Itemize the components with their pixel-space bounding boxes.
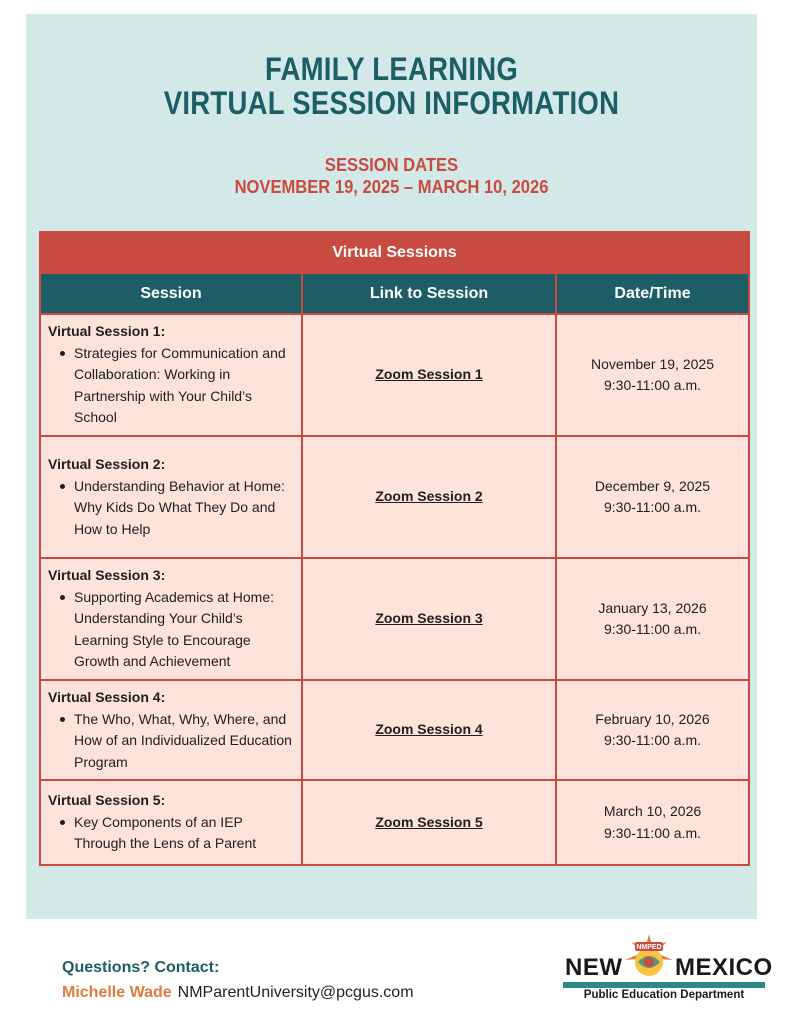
session-time: 9:30-11:00 a.m. bbox=[603, 499, 702, 515]
table-caption: Virtual Sessions bbox=[40, 232, 749, 273]
logo-word-new: NEW bbox=[565, 954, 623, 981]
logo-word-mexico: MEXICO bbox=[675, 954, 773, 981]
zoom-session-link[interactable]: Zoom Session 3 bbox=[375, 610, 483, 627]
datetime-cell bbox=[556, 314, 749, 436]
session-cell bbox=[40, 558, 302, 680]
session-cell bbox=[40, 314, 302, 436]
nmped-logo bbox=[563, 932, 773, 1008]
logo-divider bbox=[563, 982, 765, 988]
column-header-datetime: Date/Time bbox=[556, 273, 749, 314]
link-cell bbox=[302, 780, 556, 865]
session-description: Understanding Behavior at Home: Why Kids Do What They Do and How to Help bbox=[74, 477, 285, 537]
session-description-item bbox=[48, 587, 295, 673]
session-date: March 10, 2026 bbox=[603, 803, 702, 819]
table-row bbox=[40, 314, 749, 436]
session-dates-range: NOVEMBER 19, 2025 – MARCH 10, 2026 bbox=[234, 177, 549, 197]
bullet-icon bbox=[60, 820, 65, 825]
zoom-session-link[interactable]: Zoom Session 2 bbox=[375, 488, 483, 505]
session-cell bbox=[40, 780, 302, 865]
session-description: Strategies for Communication and Collaboration: Working in Partnership with Your Child’s School bbox=[74, 344, 286, 426]
session-title: Virtual Session 5: bbox=[48, 792, 166, 809]
session-cell bbox=[40, 436, 302, 558]
zoom-session-link[interactable]: Zoom Session 5 bbox=[375, 813, 483, 830]
datetime-cell bbox=[556, 680, 749, 780]
bullet-icon bbox=[60, 484, 65, 489]
contact-line bbox=[62, 984, 414, 1002]
session-description: Key Components of an IEP Through the Lens of a Parent bbox=[74, 813, 257, 852]
bullet-icon bbox=[60, 595, 65, 600]
session-description-item bbox=[48, 476, 295, 541]
session-cell bbox=[40, 680, 302, 780]
session-date: November 19, 2025 bbox=[591, 355, 714, 372]
datetime-cell bbox=[556, 436, 749, 558]
session-time: 9:30-11:00 a.m. bbox=[603, 732, 702, 748]
session-dates bbox=[55, 154, 728, 198]
link-cell bbox=[302, 558, 556, 680]
column-header-session: Session bbox=[40, 273, 302, 314]
sun-badge-icon bbox=[625, 934, 673, 982]
session-description: Supporting Academics at Home: Understanding Your Child’s Learning Style to Encourage Growth and Achievement bbox=[74, 588, 274, 670]
table-row bbox=[40, 780, 749, 865]
link-cell bbox=[302, 680, 556, 780]
session-title: Virtual Session 1: bbox=[48, 323, 166, 340]
contact-name: Michelle Wade bbox=[62, 984, 172, 1001]
session-title: Virtual Session 3: bbox=[48, 567, 166, 584]
session-description: The Who, What, Why, Where, and How of an Individualized Education Program bbox=[74, 710, 292, 770]
table-row bbox=[40, 436, 749, 558]
session-date: January 13, 2026 bbox=[598, 599, 707, 616]
column-header-link: Link to Session bbox=[302, 273, 556, 314]
table-caption-row bbox=[40, 232, 749, 273]
page-title-line2: VIRTUAL SESSION INFORMATION bbox=[163, 85, 620, 121]
session-date: December 9, 2025 bbox=[594, 477, 711, 494]
link-cell bbox=[302, 436, 556, 558]
page-title-line1: FAMILY LEARNING bbox=[264, 51, 519, 87]
logo-subtitle: Public Education Department bbox=[583, 989, 745, 1001]
session-time: 9:30-11:00 a.m. bbox=[603, 377, 702, 393]
session-date: February 10, 2026 bbox=[595, 710, 710, 727]
table-row bbox=[40, 680, 749, 780]
zoom-session-link[interactable]: Zoom Session 1 bbox=[375, 366, 483, 383]
bullet-icon bbox=[60, 351, 65, 356]
session-time: 9:30-11:00 a.m. bbox=[603, 621, 702, 637]
datetime-cell bbox=[556, 558, 749, 680]
sessions-table bbox=[39, 231, 750, 866]
session-time: 9:30-11:00 a.m. bbox=[603, 824, 702, 841]
logo-badge-text: NMPED bbox=[636, 944, 662, 952]
session-description-item bbox=[48, 812, 295, 855]
session-dates-label: SESSION DATES bbox=[324, 155, 459, 175]
session-title: Virtual Session 2: bbox=[48, 456, 166, 472]
session-title: Virtual Session 4: bbox=[48, 689, 166, 705]
zoom-session-link[interactable]: Zoom Session 4 bbox=[375, 721, 483, 738]
contact-email[interactable]: NMParentUniversity@pcgus.com bbox=[177, 984, 414, 1001]
table-row bbox=[40, 558, 749, 680]
contact-label: Questions? Contact: bbox=[62, 959, 220, 976]
table-header-row bbox=[40, 273, 749, 314]
bullet-icon bbox=[60, 717, 65, 722]
link-cell bbox=[302, 314, 556, 436]
session-description-item bbox=[48, 343, 295, 429]
page-title bbox=[77, 52, 706, 120]
session-description-item bbox=[48, 709, 295, 774]
datetime-cell bbox=[556, 780, 749, 865]
